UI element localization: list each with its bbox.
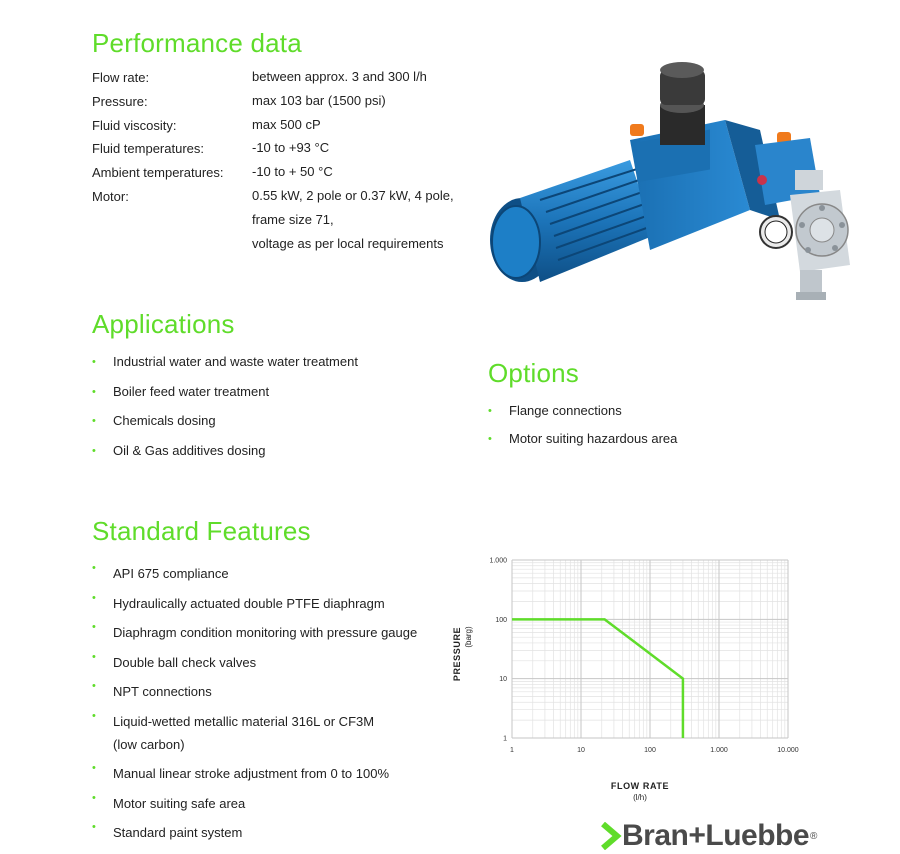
performance-value (252, 65, 512, 89)
chevron-logo-icon (600, 822, 622, 850)
applications-heading: Applications (92, 309, 235, 339)
registered-mark: ® (810, 830, 818, 842)
performance-value-line: voltage as per local requirements (252, 236, 444, 251)
features-heading: Standard Features (92, 516, 311, 546)
chart-svg (440, 540, 800, 810)
list-item-line: • Hydraulically actuated double PTFE diaphragm (113, 595, 385, 611)
performance-heading: Performance data (92, 28, 302, 58)
list-item: • Motor suiting hazardous area (488, 431, 677, 447)
list-item (92, 562, 417, 585)
x-tick-label: 10.000 (777, 747, 799, 754)
list-item (92, 762, 417, 785)
performance-value-line: -10 to +93 °C (252, 140, 330, 155)
list-item-line: • Manual linear stroke adjustment from 0 to 100% (113, 766, 390, 781)
x-axis-label: FLOW RATE (610, 781, 670, 791)
list-item (92, 621, 417, 644)
options-list (488, 403, 677, 458)
list-item-line: • NPT connections (113, 684, 212, 699)
list-item: • Flange connections (488, 403, 677, 419)
list-item: • Boiler feed water treatment (92, 384, 358, 400)
applications-list (92, 354, 358, 472)
performance-label: Flow rate: (92, 70, 150, 85)
pump-image (480, 60, 860, 310)
list-item-line: • Diaphragm condition monitoring with pressure gauge (113, 625, 418, 640)
performance-value-line: -10 to + 50 °C (252, 164, 333, 179)
x-tick-label: 1.000 (710, 747, 728, 754)
performance-value (252, 136, 512, 160)
options-heading: Options (488, 358, 580, 388)
list-item-line: • API 675 compliance (113, 566, 229, 581)
y-axis-unit: (barg) (464, 626, 473, 648)
performance-value (252, 160, 512, 184)
performance-value (252, 89, 512, 113)
list-item-line: • Standard paint system (113, 825, 243, 840)
y-tick-label: 1.000 (489, 557, 507, 565)
list-item (92, 592, 417, 615)
features-list (92, 562, 417, 851)
performance-value-line: between approx. 3 and 300 l/h (252, 69, 427, 84)
list-item: • Oil & Gas additives dosing (92, 443, 358, 459)
performance-value (252, 113, 512, 137)
list-item (92, 651, 417, 674)
list-item-line: • Motor suiting safe area (113, 795, 246, 811)
performance-label: Fluid viscosity: (92, 118, 177, 133)
list-item (92, 821, 417, 844)
x-axis-unit: (l/h) (633, 793, 647, 802)
list-item (92, 792, 417, 815)
list-item: • Industrial water and waste water treatment (92, 354, 358, 370)
performance-value-line: frame size 71, (252, 212, 334, 227)
performance-value-line: max 500 cP (252, 117, 321, 132)
performance-label: Fluid temperatures: (92, 141, 204, 156)
performance-label: Motor: (92, 189, 129, 204)
x-tick-label: 1 (510, 747, 514, 754)
performance-value (252, 184, 512, 256)
performance-value-line: 0.55 kW, 2 pole or 0.37 kW, 4 pole, (252, 188, 454, 203)
pressure-flow-chart (440, 540, 800, 810)
y-tick-label: 100 (495, 616, 507, 624)
x-tick-label: 100 (644, 747, 656, 754)
y-tick-label: 1 (503, 735, 507, 743)
list-item (92, 680, 417, 703)
performance-label: Ambient temperatures: (92, 165, 224, 180)
list-item (92, 710, 417, 756)
performance-label: Pressure: (92, 94, 148, 109)
list-item-line: • Liquid-wetted metallic material 316L or CF3M (113, 713, 375, 729)
list-item: • Chemicals dosing (92, 413, 358, 429)
y-axis-label: PRESSURE (452, 626, 462, 682)
x-tick-label: 10 (577, 747, 585, 754)
performance-value-line: max 103 bar (1500 psi) (252, 93, 386, 108)
list-item-line: (low carbon) (113, 736, 185, 752)
list-item-line: • Double ball check valves (113, 654, 257, 670)
y-tick-label: 10 (499, 676, 507, 684)
brand-name: Bran+Luebbe (622, 819, 810, 852)
